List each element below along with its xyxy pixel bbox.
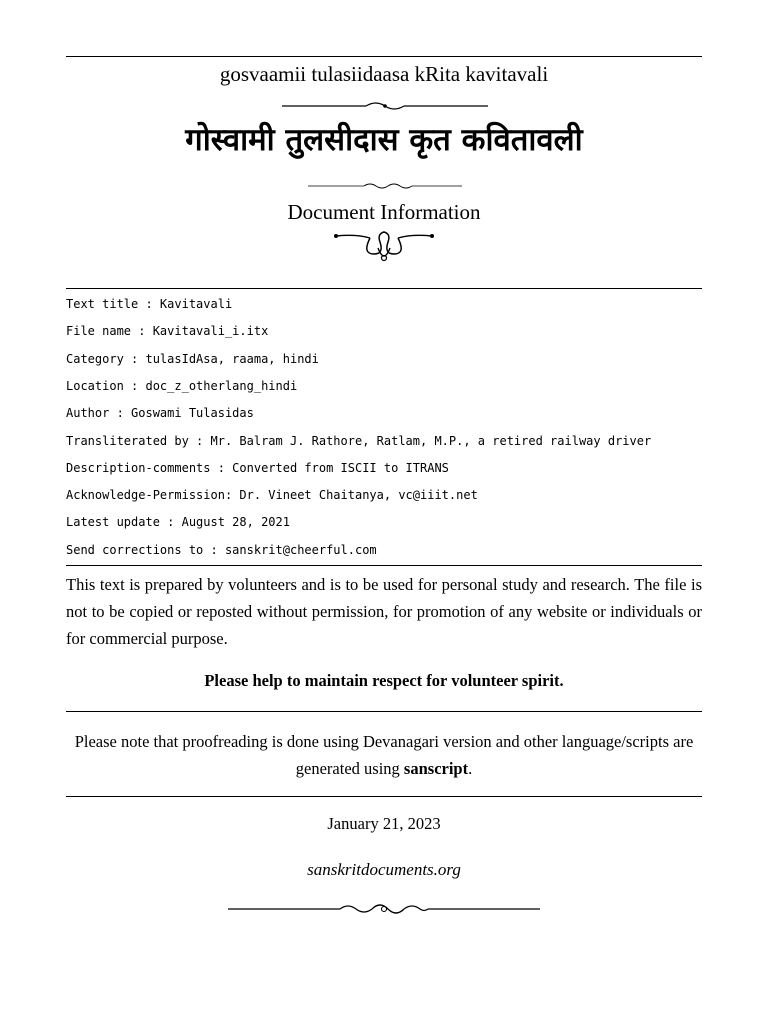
- proofreading-note: [66, 728, 702, 782]
- section-title: Document Information: [287, 200, 481, 224]
- info-file-name: File name : Kavitavali_i.itx: [66, 324, 269, 339]
- proofreading-note-end: .: [468, 759, 473, 778]
- notice-rule: [66, 711, 702, 712]
- info-top-rule: [66, 288, 702, 289]
- info-acknowledgement: Acknowledge-Permission: Dr. Vineet Chaitanya, vc@iiit.net: [66, 488, 478, 503]
- info-send-corrections: Send corrections to : sanskrit@cheerful.com: [66, 542, 377, 557]
- website-name: sanskritdocuments.org: [307, 860, 461, 879]
- document-date: January 21, 2023: [327, 814, 441, 833]
- ornament-divider-icon: [282, 100, 488, 112]
- footer-rule: [66, 796, 702, 797]
- usage-notice-paragraph: This text is prepared by volunteers and is to be used for personal study and research. The file is not to be copied or reposted without permission, for promotion of any website or individuals or for commercial purpose.: [66, 575, 702, 648]
- top-rule: [66, 56, 702, 57]
- ornament-divider-icon: [308, 181, 462, 191]
- flourish-ornament-icon: [332, 224, 436, 266]
- info-bottom-rule: [66, 565, 702, 566]
- info-text-title: Text title : Kavitavali: [66, 297, 233, 311]
- ornament-divider-icon: [228, 900, 540, 918]
- info-location: Location : doc_z_otherlang_hindi: [66, 378, 298, 393]
- info-author: Author : Goswami Tulasidas: [66, 406, 254, 421]
- info-category: Category : tulasIdAsa, raama, hindi: [66, 351, 319, 366]
- info-transliterated-by: Transliterated by : Mr. Balram J. Rathore, Ratlam, M.P., a retired railway driver: [66, 433, 652, 448]
- transliterated-title: gosvaamii tulasiidaasa kRita kavitavali: [219, 62, 549, 86]
- sanscript-name: sanscript: [403, 759, 469, 778]
- proofreading-note-text: Please note that proofreading is done using Devanagari version and other language/scripts are generated using: [74, 732, 694, 778]
- info-latest-update: Latest update : August 28, 2021: [66, 515, 290, 530]
- volunteer-respect-line: Please help to maintain respect for volunteer spirit.: [204, 671, 564, 690]
- info-description: Description-comments : Converted from ISCII to ITRANS: [66, 460, 449, 475]
- devanagari-title: गोस्वामी तुलसीदास कृत कवितावली: [185, 122, 583, 158]
